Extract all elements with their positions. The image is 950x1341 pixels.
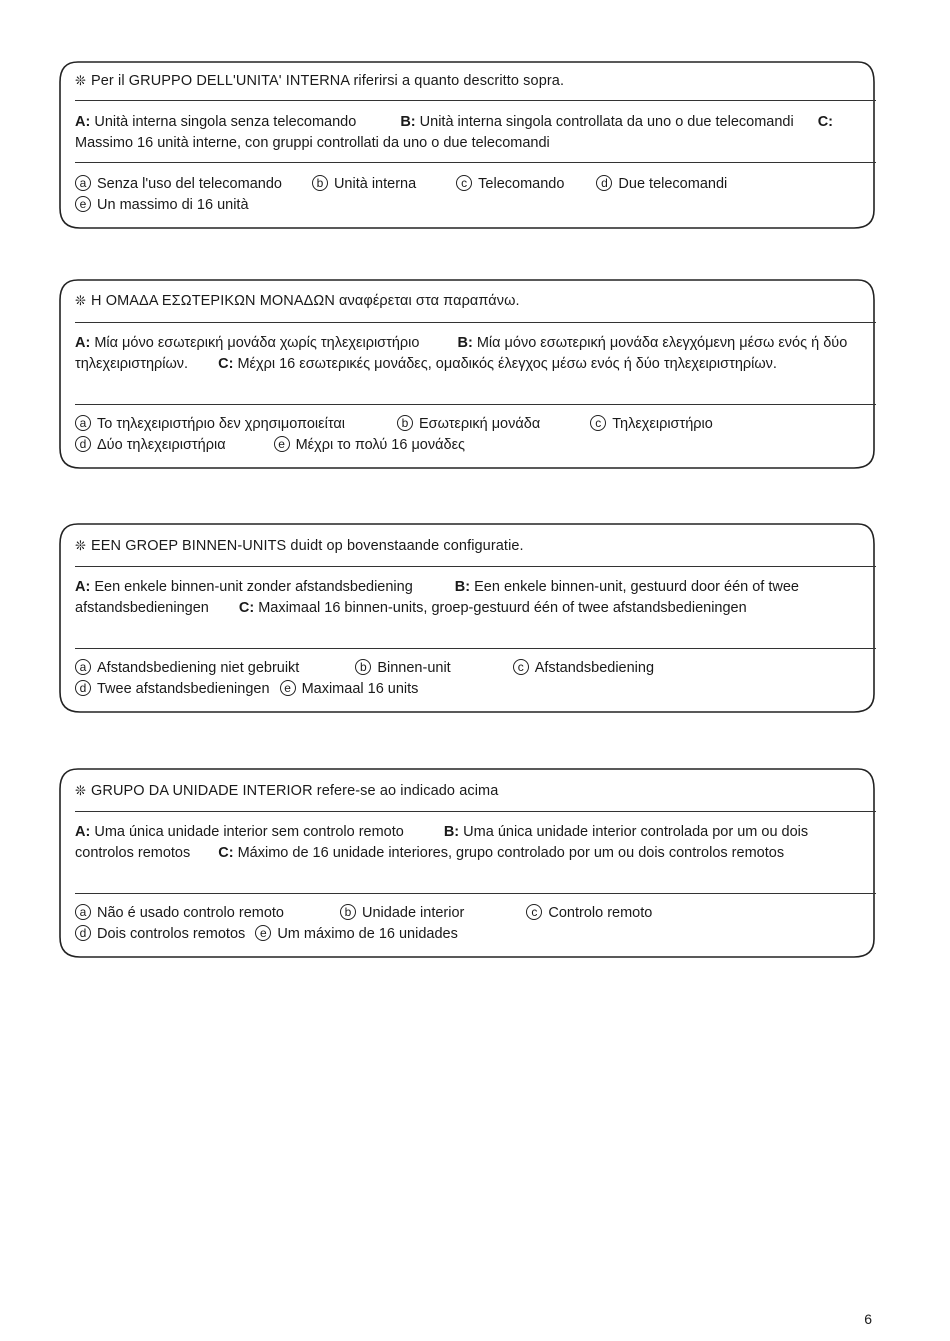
legend-item-a: a Não é usado controlo remoto: [75, 905, 284, 921]
divider: [75, 648, 876, 649]
circled-letter-icon: e: [75, 196, 91, 212]
circled-letter-icon: a: [75, 659, 91, 675]
circled-letter-icon: e: [274, 436, 290, 452]
circled-letter-icon: d: [75, 925, 91, 941]
legend-item-d: d Δύο τηλεχειριστήρια: [75, 437, 226, 453]
circled-letter-icon: b: [397, 415, 413, 431]
legend-item-e: e Un massimo di 16 unità: [75, 197, 249, 213]
circled-letter-icon: d: [75, 436, 91, 452]
circled-letter-icon: c: [456, 175, 472, 191]
legend-item-c: c Afstandsbediening: [513, 660, 654, 676]
page-number: 6: [864, 1311, 872, 1327]
circled-letter-icon: a: [75, 415, 91, 431]
legend-item-b: b Εσωτερική μονάδα: [397, 416, 540, 432]
legend-item-e: e Μέχρι το πολύ 16 μονάδες: [274, 437, 465, 453]
section-title: ❊ Η ΟΜΑΔΑ ΕΣΩΤΕΡΙΚΩΝ ΜΟΝΑΔΩΝ αναφέρεται στα παραπάνω.: [75, 293, 520, 309]
legend-item-d: d Twee afstandsbedieningen: [75, 681, 270, 697]
legend-item-b: b Unidade interior: [340, 905, 464, 921]
circled-letter-icon: e: [255, 925, 271, 941]
legend: [75, 414, 856, 456]
section-greek: [58, 278, 876, 470]
circled-letter-icon: d: [75, 680, 91, 696]
section-dutch: [58, 522, 876, 714]
legend: [75, 658, 856, 700]
snowflake-symbol-icon: ❊: [75, 293, 86, 308]
circled-letter-icon: e: [280, 680, 296, 696]
legend-item-e: e Um máximo de 16 unidades: [255, 926, 458, 942]
circled-letter-icon: c: [526, 904, 542, 920]
circled-letter-icon: a: [75, 904, 91, 920]
config-description: A: Unità interna singola senza telecomando B: Unità interna singola controllata da uno o due telecomandi C: Massimo 16 unità interne, con gruppi controllati da uno o due telecomandi: [75, 114, 834, 151]
legend-item-a: a Το τηλεχειριστήριο δεν χρησιμοποιείται: [75, 416, 345, 432]
legend-item-a: a Senza l'uso del telecomando: [75, 176, 282, 192]
circled-letter-icon: b: [340, 904, 356, 920]
section-portuguese: [58, 767, 876, 959]
divider: [75, 566, 876, 567]
legend-item-b: b Binnen-unit: [355, 660, 450, 676]
legend: [75, 174, 856, 216]
circled-letter-icon: c: [513, 659, 529, 675]
divider: [75, 404, 876, 405]
circled-letter-icon: a: [75, 175, 91, 191]
snowflake-symbol-icon: ❊: [75, 538, 86, 553]
snowflake-symbol-icon: ❊: [75, 783, 86, 798]
circled-letter-icon: b: [355, 659, 371, 675]
legend-item-a: a Afstandsbediening niet gebruikt: [75, 660, 299, 676]
divider: [75, 893, 876, 894]
legend-item-c: c Τηλεχειριστήριο: [590, 416, 713, 432]
legend-item-b: b Unità interna: [312, 176, 416, 192]
circled-letter-icon: b: [312, 175, 328, 191]
section-title: ❊ EEN GROEP BINNEN-UNITS duidt op bovenstaande configuratie.: [75, 538, 524, 554]
legend-item-d: d Dois controlos remotos: [75, 926, 245, 942]
snowflake-symbol-icon: ❊: [75, 73, 86, 88]
legend-item-c: c Telecomando: [456, 176, 564, 192]
legend-item-c: c Controlo remoto: [526, 905, 652, 921]
circled-letter-icon: c: [590, 415, 606, 431]
config-description: A: Μία μόνο εσωτερική μονάδα χωρίς τηλεχειριστήριο B: Μία μόνο εσωτερική μονάδα ελεγχόμενη μέσω ενός ή δύο τηλεχειριστηρίων. C: Μέχρι 16 εσωτερικές μονάδες, ομαδικός έλεγχος μέσω ενός ή δύο τηλεχειριστηρίων.: [75, 335, 848, 372]
circled-letter-icon: d: [596, 175, 612, 191]
legend: [75, 903, 856, 945]
legend-item-e: e Maximaal 16 units: [280, 681, 419, 697]
divider: [75, 100, 876, 101]
legend-item-d: d Due telecomandi: [596, 176, 727, 192]
section-italian: [58, 60, 876, 230]
divider: [75, 162, 876, 163]
divider: [75, 811, 876, 812]
config-description: A: Uma única unidade interior sem controlo remoto B: Uma única unidade interior controlada por um ou dois controlos remotos C: Máximo de 16 unidade interiores, grupo controlado por um ou dois controlos remotos: [75, 824, 809, 861]
divider: [75, 322, 876, 323]
section-title: ❊ Per il GRUPPO DELL'UNITA' INTERNA riferirsi a quanto descritto sopra.: [75, 73, 565, 89]
section-title: ❊ GRUPO DA UNIDADE INTERIOR refere-se ao indicado acima: [75, 783, 499, 799]
config-description: A: Een enkele binnen-unit zonder afstandsbediening B: Een enkele binnen-unit, gestuurd door één of twee afstandsbedieningen C: Maximaal 16 binnen-units, groep-gestuurd één of twee afstandsbedieningen: [75, 579, 799, 616]
